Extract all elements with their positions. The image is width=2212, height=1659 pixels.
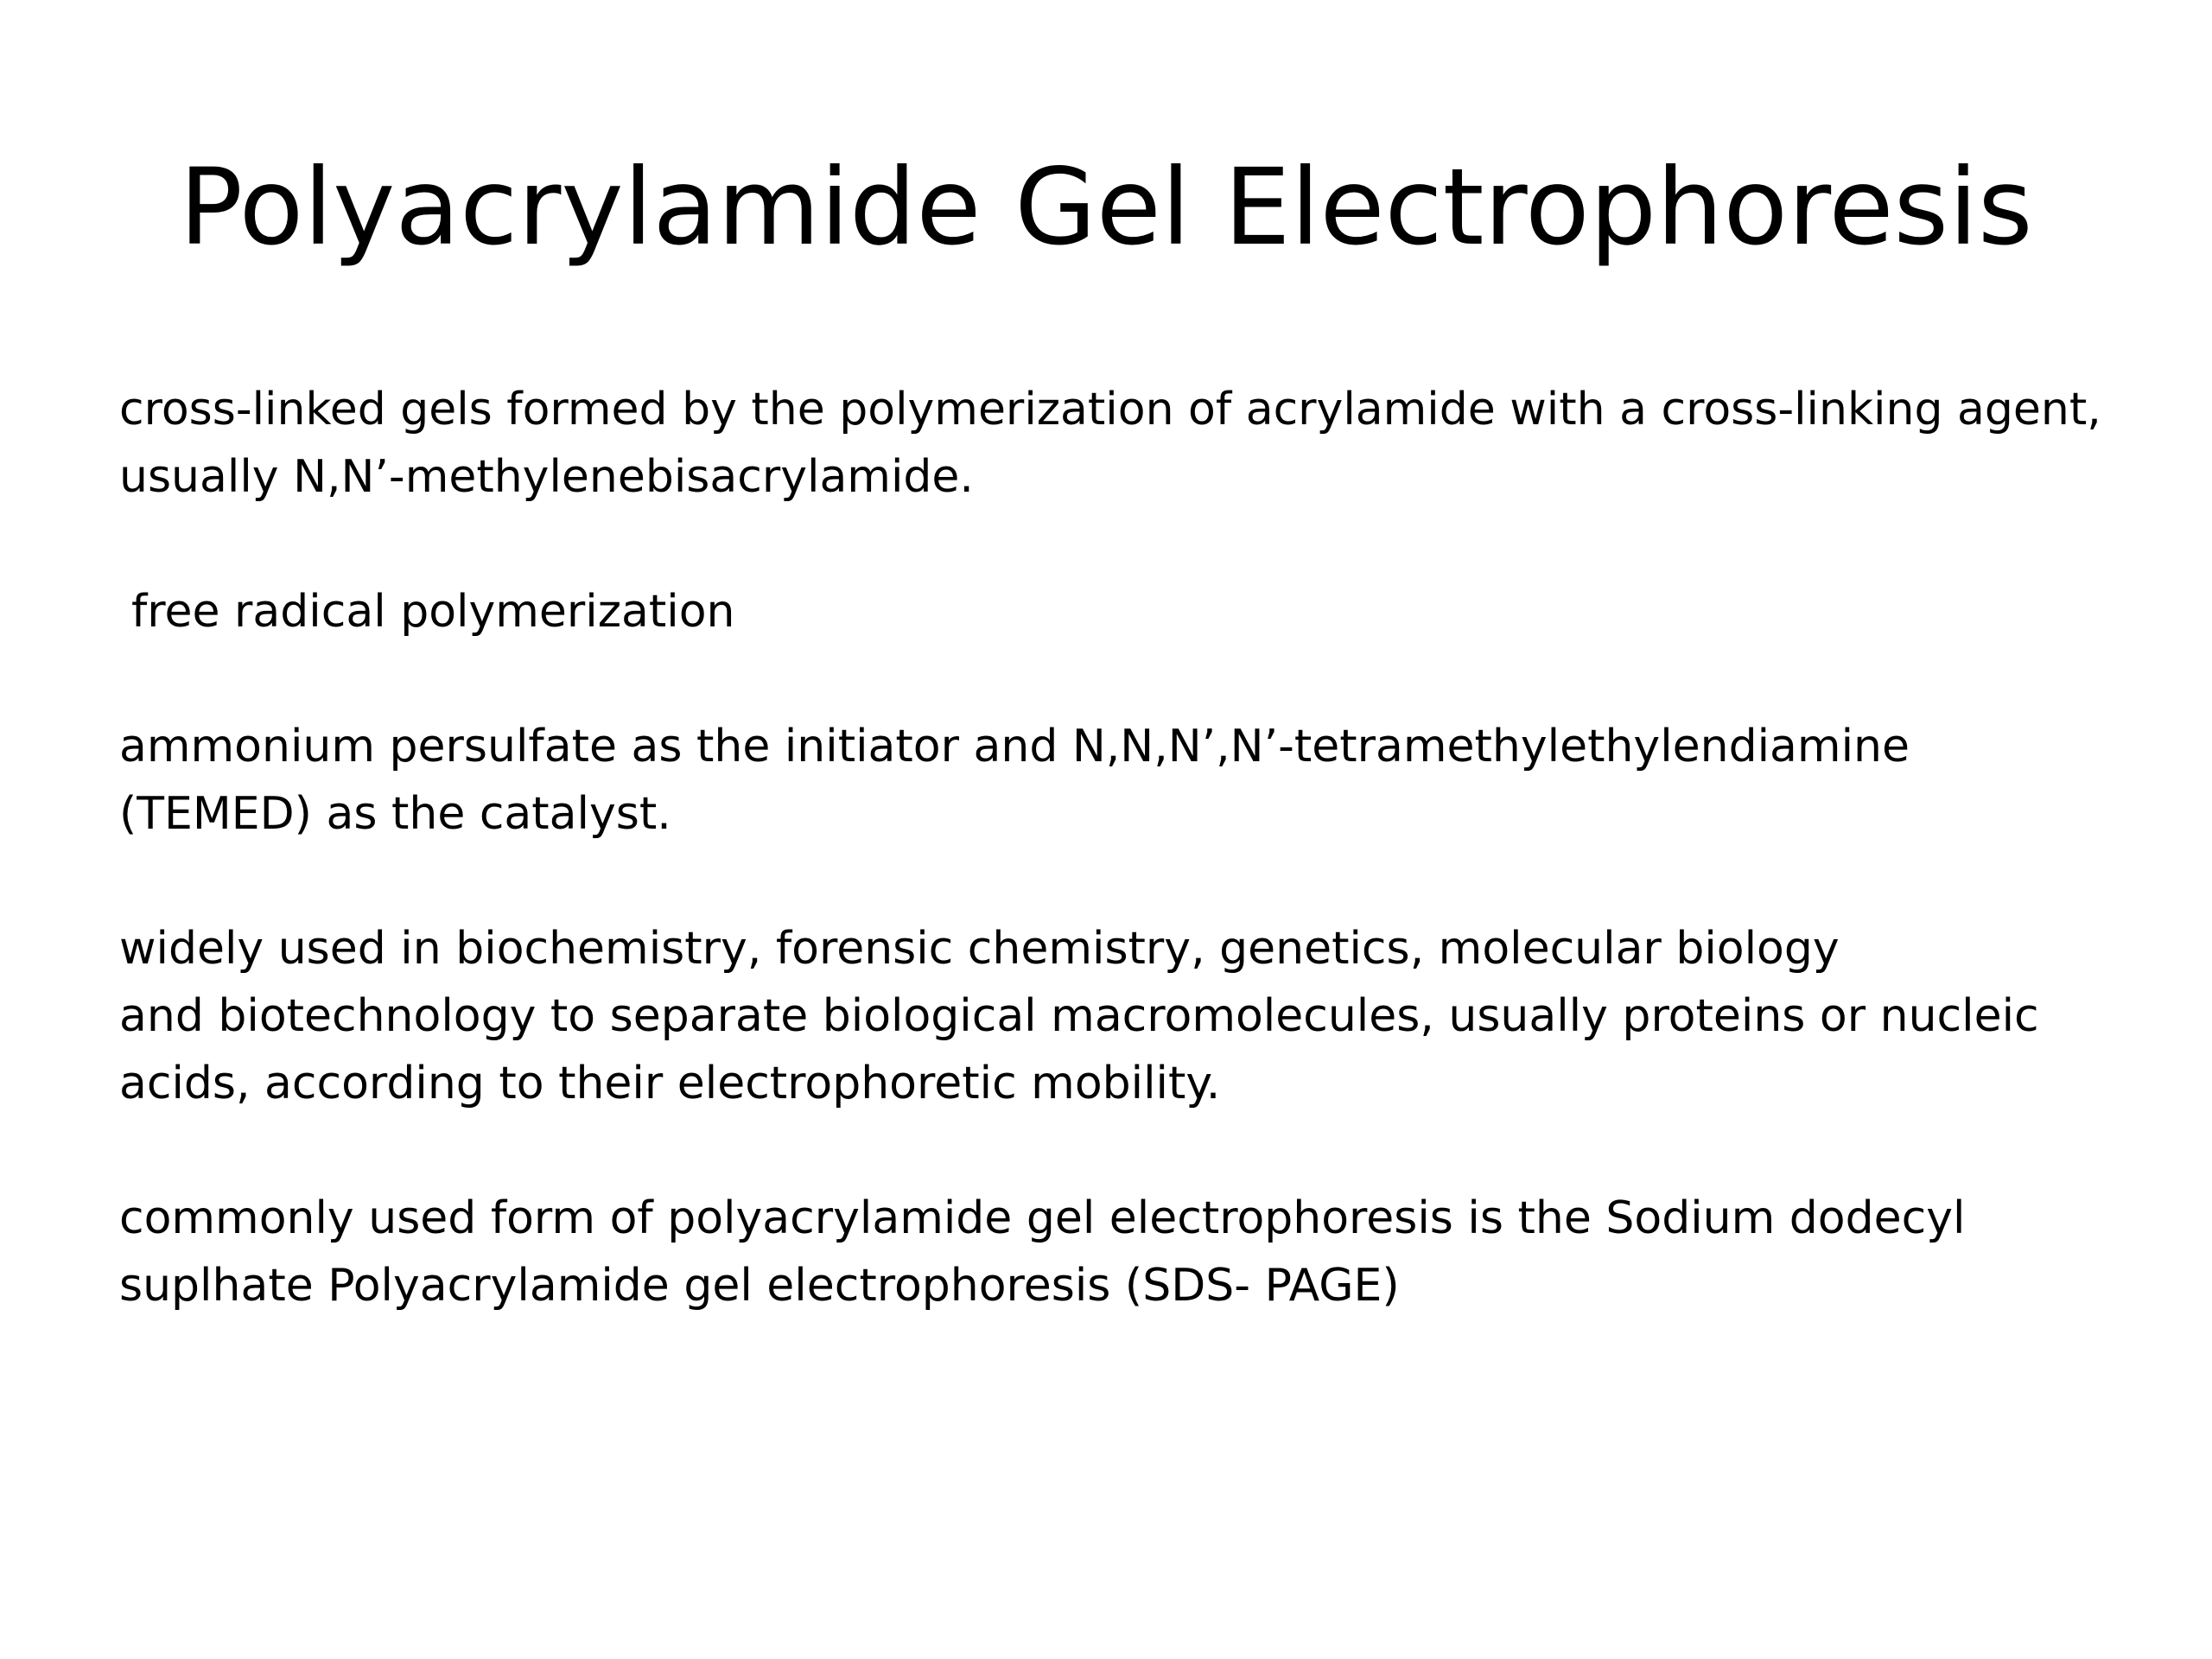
text-line: suplhate Polyacrylamide gel electrophoresis (SDS- PAGE) [119,1260,1400,1312]
paragraph-initiator-catalyst [119,713,2141,848]
slide-title: Polyacrylamide Gel Electrophoresis [179,146,2033,269]
paragraph-cross-linked-gels [119,376,2141,511]
text-line: and biotechnology to separate biological macromolecules, usually proteins or nucleic [119,990,2039,1042]
text-line: (TEMED) as the catalyst. [119,788,671,840]
slide-body [119,376,2141,1387]
text-line: acids, according to their electrophoretic mobility. [119,1058,1221,1109]
paragraph-sds-page [119,1185,2141,1319]
text-line: free radical polymerization [131,586,735,638]
text-line: cross-linked gels formed by the polymerization of acrylamide with a cross-linking agent, [119,384,2101,435]
text-line: ammonium persulfate as the initiator and N,N,N’,N’-tetramethylethylendiamine [119,721,1910,772]
paragraph-uses [119,915,2141,1117]
text-line: widely used in biochemistry, forensic chemistry, genetics, molecular biology [119,923,1840,975]
paragraph-free-radical [119,578,2141,645]
text-line: usually N,N’-methylenebisacrylamide. [119,451,974,503]
text-line: commonly used form of polyacrylamide gel electrophoresis is the Sodium dodecyl [119,1192,1966,1244]
